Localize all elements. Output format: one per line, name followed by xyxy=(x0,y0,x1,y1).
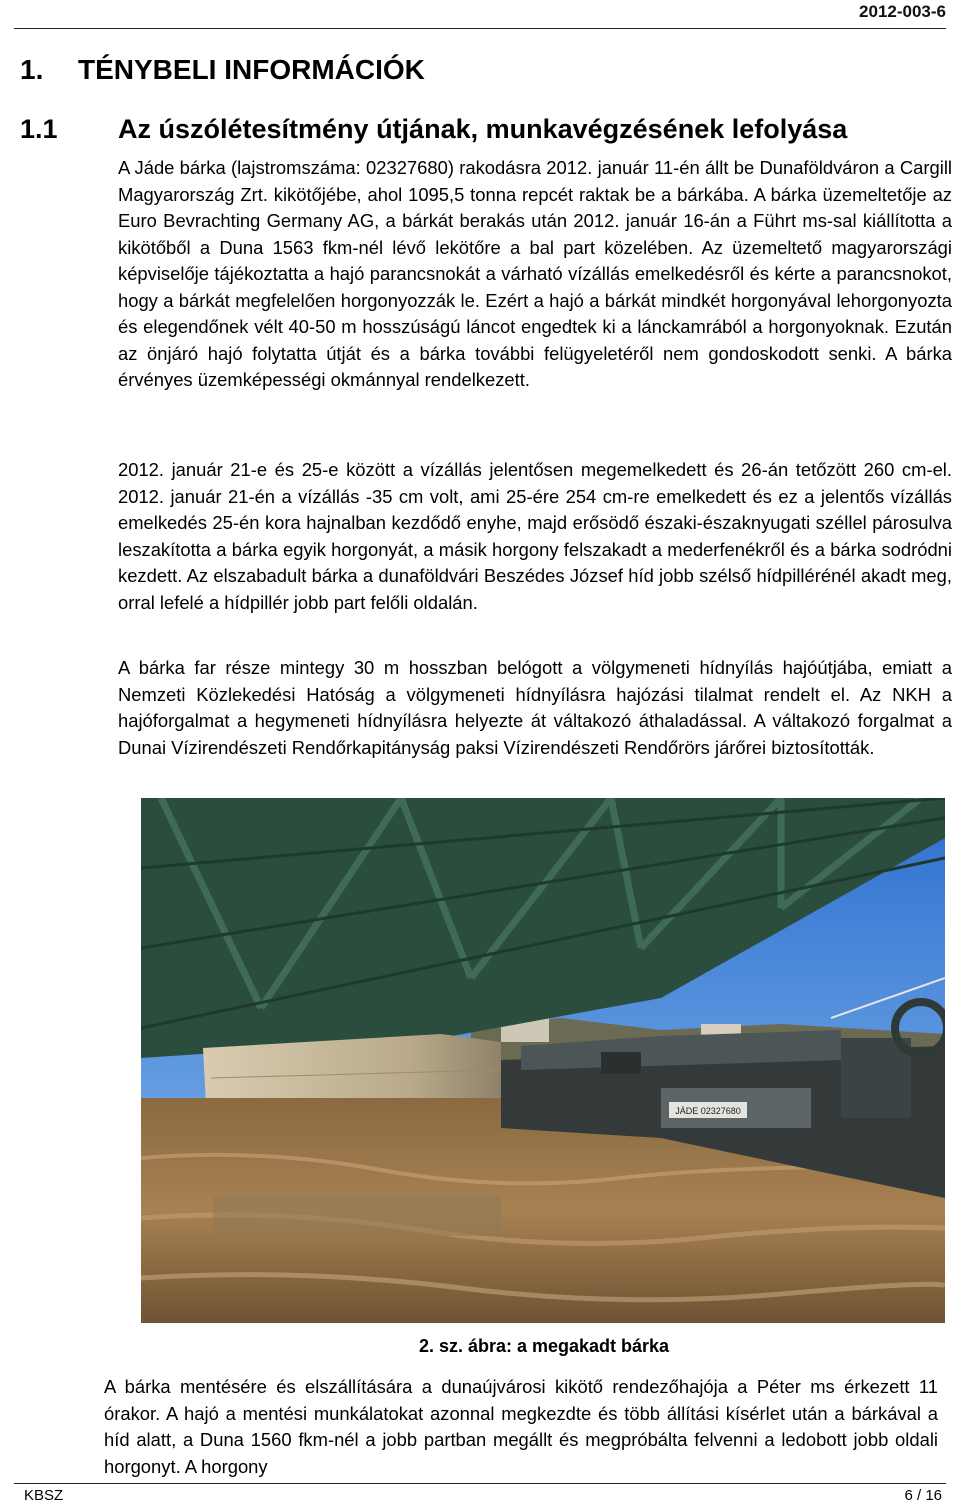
section-number: 1. xyxy=(20,54,44,85)
figure-caption: 2. sz. ábra: a megakadt bárka xyxy=(418,1336,670,1356)
subsection-title: Az úszólétesítmény útjának, munkavégzésének lefolyása xyxy=(118,114,848,144)
paragraph-1: A Jáde bárka (lajstromszáma: 02327680) rakodásra 2012. január 11-én állt be Dunaföldváron a Cargill Magyarország Zrt. kikötőjébe, ahol 1095,5 tonna repcét raktak be a bárkába. A bárka üzemeltetője az Euro Bevrachting Germany AG, a bárkát berakás után 2012. január 16-án a Führt ms-sal kiállította a kikötőből a Duna 1563 fkm-nél lévő lekötőre a bal part közelében. Az üzemeltető magyarországi képviselője tájékoztatta a hajó parancsnokát a várható vízállás emelkedésről és kérte a parancsnokot, hogy a bárkát megfelelően horgonyozzák le. Ezért a hajó a bárkát mindkét horgonyával lehorgonyozta és elegendőnek vélt 40-50 m hosszúságú láncot engedtek ki a lánckamrából a horgonyoknak. Ezután az önjáró hajó folytatta útját és a bárka további felügyeletéről nem gondoskodott senki. A bárka érvényes üzemképességi okmánnyal rendelkezett. xyxy=(118,157,952,390)
document-id: 2012-003-6 xyxy=(859,2,946,21)
barge-photo xyxy=(141,798,945,1323)
barge-label: JÁDE 02327680 xyxy=(675,1106,741,1116)
footer-divider xyxy=(14,1483,946,1484)
section-title: TÉNYBELI INFORMÁCIÓK xyxy=(78,54,425,85)
subsection-heading xyxy=(20,114,847,145)
section-heading xyxy=(20,54,425,86)
paragraph-4: A bárka mentésére és elszállítására a dunaújvárosi kikötő rendezőhajója a Péter ms érkezett 11 órakor. A hajó a mentési munkálatokat azonnal megkezdte és több állítási kísérlet után a bárkával a híd alatt, a Duna 1560 fkm-nél a jobb partban megállt és megpróbálta felvenni a ledobott jobb oldali horgonyt. A horgony xyxy=(104,1376,938,1477)
page-number: 6 / 16 xyxy=(904,1487,942,1504)
paragraph-2: 2012. január 21-e és 25-e között a vízállás jelentősen megemelkedett és 26-án tetőzött 260 cm-el. 2012. január 21-én a vízállás -35 cm volt, ami 25-ére 254 cm-re emelkedett és ez a jelentős vízállás emelkedés 25-én kora hajnalban kezdődő enyhe, majd erősödő északi-északnyugati széllel párosulva leszakította a bárka egyik horgonyát, a másik horgony felszakadt a mederfenékről és a bárka sodródni kezdett. Az elszabadult bárka a dunaföldvári Beszédes József híd jobb szélső hídpillérénél akadt meg, orral lefelé a hídpillér jobb part felőli oldalán. xyxy=(118,459,952,613)
subsection-number: 1.1 xyxy=(20,114,58,144)
paragraph-3: A bárka far része mintegy 30 m hosszban belógott a völgymeneti hídnyílás hajóútjába, emiatt a Nemzeti Közlekedési Hatóság a völgymeneti hídnyílásra hajózási tilalmat rendelt el. Az NKH a hajóforgalmat a hegymeneti hídnyílásra helyezte át váltakozó áthaladással. A váltakozó forgalmat a Dunai Vízirendészeti Rendőrkapitányság paksi Vízirendészeti Rendőrörs járőrei biztosították. xyxy=(118,657,952,758)
footer-organization: KBSZ xyxy=(24,1487,64,1504)
header-divider xyxy=(14,28,946,29)
